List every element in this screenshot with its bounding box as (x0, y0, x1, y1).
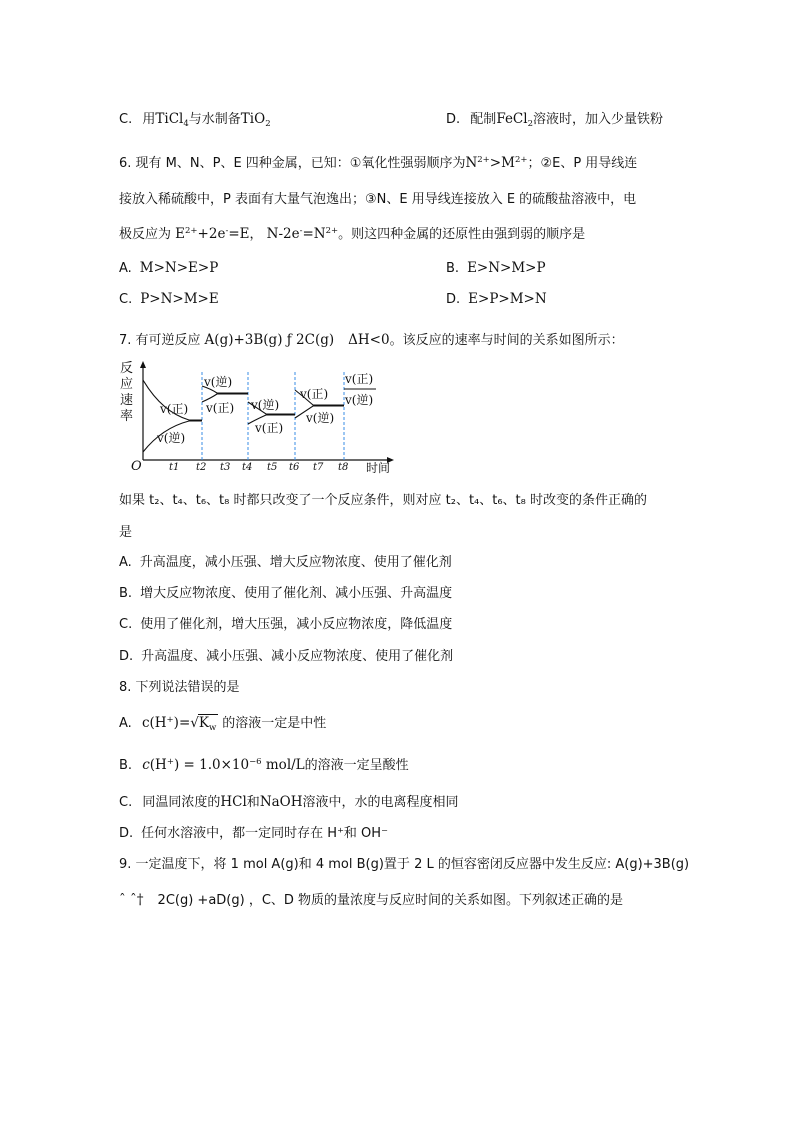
y-axis-arrow (140, 361, 146, 368)
q6-option-a: A. M>N>E>P (119, 260, 219, 276)
tick-t1: t1 (169, 462, 180, 473)
tick-t6: t6 (289, 462, 300, 473)
y-axis-label-char: 率 (120, 409, 134, 424)
q7-option-b: B. 增大反应物浓度、使用了催化剂、减小压强、升高温度 (119, 586, 453, 601)
y-axis-label-char: 应 (120, 377, 134, 392)
q6-option-b: B. E>N>M>P (446, 260, 546, 276)
q7-option-a: A. 升高温度，减小压强、增大反应物浓度、使用了催化剂 (119, 555, 452, 570)
q8-option-d: D. 任何水溶液中，都一定同时存在 H⁺和 OH⁻ (119, 826, 388, 841)
tick-t3: t3 (220, 462, 231, 473)
formula-tio2: TiO$_2$ (240, 111, 271, 129)
q6-option-c: C. P>N>M>E (119, 291, 219, 307)
formula-sqrt-kw: $c(H^+)=√K_w$ (141, 715, 217, 733)
formula-fecl2: FeCl$_2$ (496, 111, 533, 129)
formula-h-concentration: $c(H^+) = 1.0\times 10^{-6}$ mol/L (142, 757, 305, 773)
formula-ticl4: TiCl$_4$ (155, 111, 189, 129)
q7-option-d: D. 升高温度、减小压强、减小反应物浓度、使用了催化剂 (119, 649, 454, 664)
rate-time-graph (114, 360, 414, 476)
curve-label: v(逆) (306, 411, 335, 425)
enthalpy-change: ΔH<0 (348, 332, 390, 348)
reversible-arrow-symbol: ˆ ˆ† (119, 892, 144, 908)
q6-stem-line1: 6. 现有 M、N、P、E 四种金属，已知：①氧化性强弱顺序为$N^{2+}>M^{2+}$；②E、P 用导线连 (119, 155, 638, 171)
tick-t8: t8 (338, 462, 349, 473)
option-label: D. (446, 112, 461, 127)
q5-option-d: D. 配制FeCl$_2$溶液时，加入少量铁粉 (446, 111, 664, 129)
q7-stem: 7. 有可逆反应 A(g)+3B(g) ƒ 2C(g) ΔH<0。该反应的速率与时间的关系如图所示： (119, 332, 624, 348)
q8-stem: 8. 下列说法错误的是 (119, 680, 240, 695)
reaction-equation: A(g)+3B(g) ƒ 2C(g) (204, 332, 335, 348)
curve-label: v(逆) (157, 431, 186, 445)
curve-label: v(逆) (345, 393, 374, 407)
y-axis-label-char: 速 (120, 393, 134, 408)
ion-n2plus: $N^{2+}$ (465, 155, 490, 171)
q6-stem-line3: 极反应为 $E^{2+}+2e^-=E$， $N-2e^-=N^{2+}$。则这四种金属的还原性由强到弱的顺序是 (119, 226, 586, 242)
ion-m2plus: $M^{2+}$ (501, 155, 528, 171)
option-label: C. (119, 112, 133, 127)
curve-label: v(正) (255, 421, 284, 435)
electrode-equation-e: $E^{2+}+2e^-=E$ (175, 226, 250, 242)
curve-label: v(正) (345, 372, 374, 386)
q8-option-a: A. $c(H^+)=√K_w$ 的溶液一定是中性 (119, 715, 327, 733)
curve-label: v(正) (300, 387, 329, 401)
q6-stem-line2: 接放入稀硫酸中，P 表面有大量气泡逸出；③N、E 用导线连接放入 E 的硫酸盐溶液中，电 (119, 192, 637, 207)
q9-stem-line1: 9. 一定温度下，将 1 mol A(g)和 4 mol B(g)置于 2 L 的恒容密闭反应器中发生反应: A(g)+3B(g) (119, 857, 690, 872)
q7-question-line2: 是 (119, 525, 133, 540)
tick-t4: t4 (242, 462, 253, 473)
x-axis-label: 时间 (366, 461, 391, 475)
q9-stem-line2: ˆ ˆ† 2C(g) +aD(g) ，C、D 物质的量浓度与反应时间的关系如图。下列叙述正确的是 (119, 892, 624, 908)
curve-label: v(逆) (204, 375, 233, 389)
q5-option-c: C. 用TiCl$_4$与水制备TiO$_2$ (119, 111, 271, 129)
curve-label: v(逆) (251, 398, 280, 412)
q6-option-d: D. E>P>M>N (446, 291, 547, 307)
q7-option-c: C. 使用了催化剂，增大压强，减小反应物浓度，降低温度 (119, 617, 453, 632)
tick-t7: t7 (313, 462, 324, 473)
curve-label: v(正) (160, 402, 189, 416)
y-axis-label-char: 反 (120, 361, 134, 376)
q7-question-line1: 如果 t₂、t₄、t₆、t₈ 时都只改变了一个反应条件，则对应 t₂、t₄、t₆、t₈ 时改变的条件正确的 (119, 493, 647, 508)
tick-t5: t5 (267, 462, 278, 473)
curve-label: v(正) (206, 401, 235, 415)
q8-option-b: B. $c(H^+) = 1.0\times 10^{-6}$ mol/L的溶液一定呈酸性 (119, 757, 409, 773)
origin-label: O (131, 459, 142, 474)
q8-option-c: C. 同温同浓度的HCl和NaOH溶液中，水的电离程度相同 (119, 794, 459, 810)
tick-t2: t2 (196, 462, 207, 473)
sqrt-sign: √ (190, 715, 199, 731)
electrode-equation-n: $N-2e^-=N^{2+}$ (266, 226, 339, 242)
